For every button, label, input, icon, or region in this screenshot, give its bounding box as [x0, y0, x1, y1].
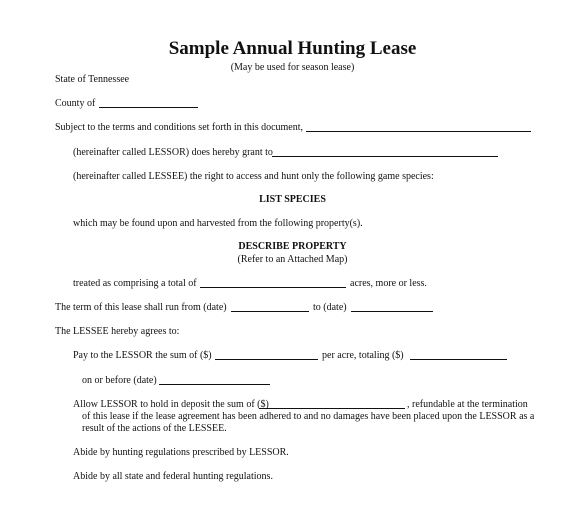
subject-blank[interactable] — [306, 131, 531, 132]
term-to: to (date) — [313, 302, 347, 313]
term-end-blank[interactable] — [351, 311, 433, 312]
lessee-name-blank[interactable] — [272, 156, 498, 157]
treated-prefix: treated as comprising a total of — [73, 278, 197, 289]
on-or-before: on or before (date) — [82, 375, 157, 386]
deposit-suffix: , refundable at the termination — [407, 399, 528, 410]
describe-property-heading: DESCRIBE PROPERTY — [238, 241, 347, 252]
state-line: State of Tennessee — [55, 74, 130, 85]
deposit-blank[interactable] — [259, 408, 405, 409]
lessee-agrees: The LESSEE hereby agrees to: — [55, 326, 180, 337]
abide-lessor: Abide by hunting regulations prescribed by LESSOR. — [73, 447, 289, 458]
deposit-line-3: result of the actions of the LESSEE. — [82, 423, 227, 434]
lessor-grant-text: (hereinafter called LESSOR) does hereby grant to — [73, 147, 273, 158]
acres-blank[interactable] — [200, 287, 346, 288]
list-species-heading: LIST SPECIES — [259, 194, 326, 205]
payment-date-blank[interactable] — [159, 384, 270, 385]
property-text: which may be found upon and harvested from the following property(s). — [73, 218, 363, 229]
term-start-blank[interactable] — [231, 311, 309, 312]
deposit-prefix: Allow LESSOR to hold in deposit the sum of ($) — [73, 399, 269, 410]
pay-middle: per acre, totaling ($) — [322, 350, 404, 361]
county-blank[interactable] — [99, 107, 198, 108]
treated-suffix: acres, more or less. — [350, 278, 427, 289]
lessee-right-text: (hereinafter called LESSEE) the right to access and hunt only the following game species: — [73, 171, 434, 182]
attached-map-note: (Refer to an Attached Map) — [237, 254, 348, 265]
term-prefix: The term of this lease shall run from (date) — [55, 302, 227, 313]
pay-prefix: Pay to the LESSOR the sum of ($) — [73, 350, 212, 361]
deposit-line-2: of this lease if the lease agreement has been adhered to and no damages have been placed upon the LESSOR as a — [82, 411, 535, 422]
county-label: County of — [55, 98, 96, 109]
document-subtitle: (May be used for season lease) — [230, 62, 355, 73]
total-blank[interactable] — [410, 359, 507, 360]
per-acre-blank[interactable] — [215, 359, 318, 360]
abide-state: Abide by all state and federal hunting regulations. — [73, 471, 273, 482]
document-title: Sample Annual Hunting Lease — [168, 38, 417, 59]
subject-text: Subject to the terms and conditions set forth in this document, — [55, 122, 304, 133]
